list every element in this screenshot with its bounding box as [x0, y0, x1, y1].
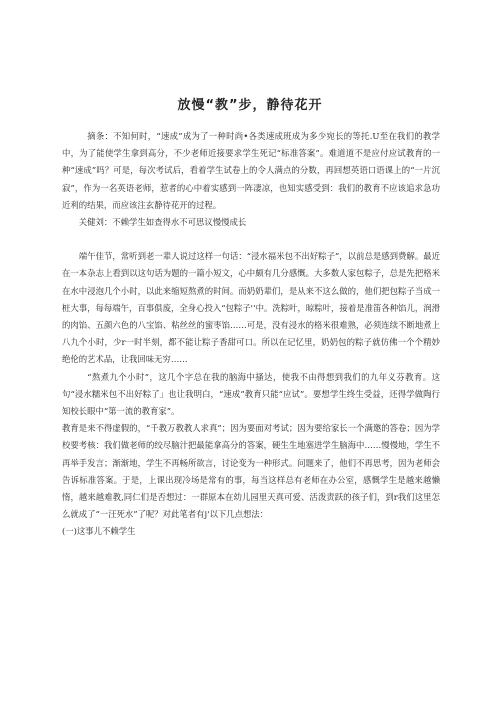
document-body	[62, 128, 440, 541]
body-paragraph-3: 教育是来不得虚假的，“千教万教教人求真”；因为要面对考试；因为要给家长一个满邀的答卷；因为学校要考核：我们做老师的绞尽脑汁把最能拿高分的答案，硬生生地塞进学生脑海中……慢慢地，学生不再举手发言；渐渐地，学生不再畅所欲言，讨论变为一种形式。问题来了，他们不再思考，因为老师会告诉标准答案。于是，上课出现冷场是常有的事，每当这样总有老师在办公室，感慨学生是越来越懒惰，越来越难教,同仁们是否想过：一群原本在幼儿园里天真可爱、活泼责跃的孩子们，到r我们这里怎么就成了“一汪死水”了呢？对此笔者有j'以下几点想法：	[62, 423, 440, 520]
abstract-paragraph: 摘条：不知何时，“速成”成为了一种时尚•各类速成班成为多少宛长的等托.U至在我们的教学中，为了能使学生拿到高分，不少老师近接要求学生死记“标准答案”。难道道不是应付应试教育的一种“速成”吗？可是，每次考试后，看着学生试卷上的令人满点的分数，再回想英语口语课上的“一片沉寂”，作为一名英语老师，惹者的心中着实感到一阵凄凉，也知实感受到：我们的教育不应该追求急功近利的结果，而应该注玄静待花开的过程。	[62, 131, 440, 210]
paragraph-gap	[62, 231, 440, 248]
section-subheading: (一)这事儿不赖学生	[62, 526, 136, 537]
body-paragraph-2: “熬煮九个小时”，这几个字总在我的脑海中搔达，使我不由得想到我们的九年义芬教育。这句“浸水糯米包不出好粽了」也让我明白，“速成”教育只能“应试”。要想学生终生受益，还得学做陶行知校长眼中“第一流的教育家”。	[62, 371, 440, 417]
document-title: 放慢“教”步，静待花开	[177, 98, 323, 113]
keywords-line: 关健刘：不赖学生如查得水不可思议慢慢成长	[78, 217, 247, 228]
body-paragraph-1: 端午佳节，常听到老一辈人说过这样一句话：“浸水福米包不出好粽子”，以前总是感到费解。最近在一本杂志上看到以这句话为题的一篇小短文，心中颇有几分感慨。大多数人家包粽子，总是先把格米在水中浸泡几个小时，以此来缩短熬煮的时间。而奶奶辈们，是从来不这么做的，他们把包粽子当成一桩大事，每每端午，百事俱废，全身心投入“包粽子'‘中。洗粽叶，晾粽叶，接着是准笛各种馅儿，润滑的肉馅、五颜六色的八宝馅、粘丝丝的蜜枣馅……可是，没有浸水的格米很难熟，必须连续不断地煮上八九个小时，少r一时半刻，都不能让粽子香甜可口。所以在记忆里，奶奶包的粽子就仿佛一个个精妙绝伦的艺术品，让我回味无穷……	[62, 251, 440, 365]
